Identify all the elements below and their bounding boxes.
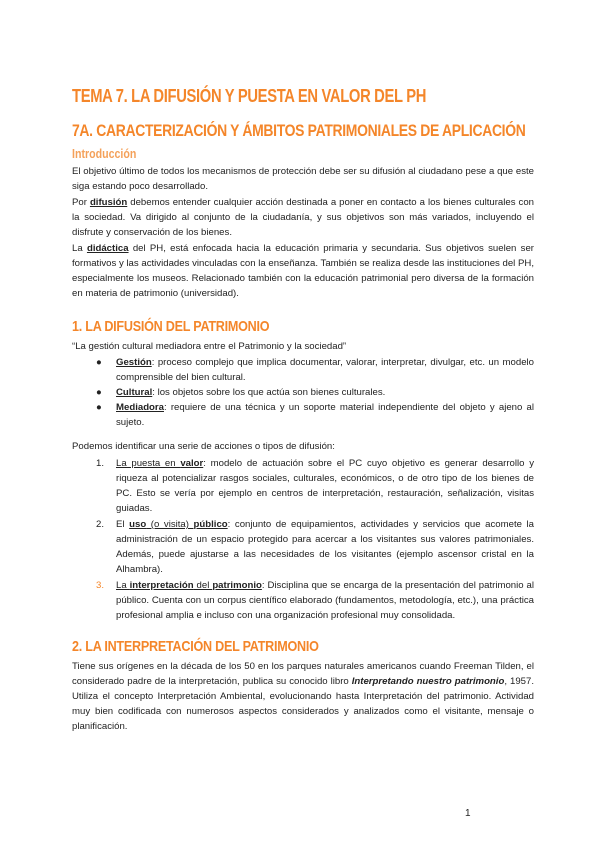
section-1-lead: Podemos identificar una serie de acciones o tipos de difusión: [72,441,335,452]
list-item: 3. La interpretación del patrimonio: Disciplina que se encarga de la presentación del patrimonio al público. Cuenta con un corpus científico elaborado (fundamentos, metodología, etc.), una práctica profesional amplia e incluso con una organización profesional muy consolidada. [96,580,534,621]
section-2-paragraph: Tiene sus orígenes en la década de los 50 en los parques naturales americanos cuando Freeman Tilden, el considerado padre de la interpretación, publica su conocido libro Interpretando nuestro patrimonio, 1957. Utiliza el concepto Interpretación Ambiental, evolucionando hasta Interpretación del patrimonio. Actividad muy bien codificada con numerosos aspectos considerados y analizados como el visitante, mensaje o planificación. [72,661,534,732]
section-1-bullet-list [72,355,534,430]
document-page [72,86,534,734]
list-item: ● Mediadora: requiere de una técnica y un soporte material independiente del objeto y ajeno al sujeto. [96,402,534,428]
list-item: ● Gestión: proceso complejo que implica documentar, valorar, interpretar, divulgar, etc. un modelo comprensible del bien cultural. [96,357,534,383]
term-difusion: difusión [89,197,128,208]
section-1-quote: “La gestión cultural mediadora entre el Patrimonio y la sociedad” [72,341,347,352]
document-subtitle: 7A. CARACTERIZACIÓN Y ÁMBITOS PATRIMONIALES DE APLICACIÓN [72,121,526,140]
intro-paragraph-2: Por difusión debemos entender cualquier acción destinada a poner en contacto a los bienes culturales con la sociedad. Va dirigido al conjunto de la ciudadanía, y sus objetivos son más variados, incluyendo el disfrute y conservación de los bienes. [72,197,534,238]
term-didactica: didáctica [86,243,129,254]
list-item: 2. El uso (o visita) público: conjunto de equipamientos, actividades y servicios que acomete la administración de un espacio protegido para acercar a los visitantes sus valores patrimoniales. Además, puede ajustarse a las necesidades de los visitantes (ejemplo ascensor cristal en la Alhambra). [96,519,534,575]
list-item: ● Cultural: los objetos sobre los que actúa son bienes culturales. [96,387,386,398]
list-item: 1. La puesta en valor: modelo de actuación sobre el PC cuyo objetivo es generar desarrollo y riqueza al potencializar rasgos sociales, culturales, económicos, o de otro tipo de los bienes de PC. Esto se vería por ejemplo en centros de interpretación, restauración, señalización, visitas guiadas. [96,458,534,514]
bullet-icon: ● [96,402,102,413]
section-1-heading: 1. LA DIFUSIÓN DEL PATRIMONIO [72,318,270,335]
bullet-icon: ● [96,387,102,398]
section-2-heading: 2. LA INTERPRETACIÓN DEL PATRIMONIO [72,638,319,655]
section-1-numbered-list [72,456,534,623]
bullet-icon: ● [96,357,102,368]
page-number: 1 [465,808,471,819]
document-title: TEMA 7. LA DIFUSIÓN Y PUESTA EN VALOR DEL PH [72,86,427,106]
intro-paragraph-3: La didáctica del PH, está enfocada hacia la educación primaria y secundaria. Sus objetivos suelen ser formativos y las actividades vinculadas con la enseñanza. También se realiza desde las instituciones del PH, especialmente los museos. Relacionado también con la educación patrimonial pero diversa de la formación en materia de patrimonio (universidad). [72,243,534,299]
intro-heading: Introducción [72,147,137,161]
intro-paragraph-1: El objetivo último de todos los mecanismos de protección debe ser su difusión al ciudadano pese a que este siga estando poco desarrollado. [72,166,534,192]
book-title: Interpretando nuestro patrimonio [351,676,505,687]
